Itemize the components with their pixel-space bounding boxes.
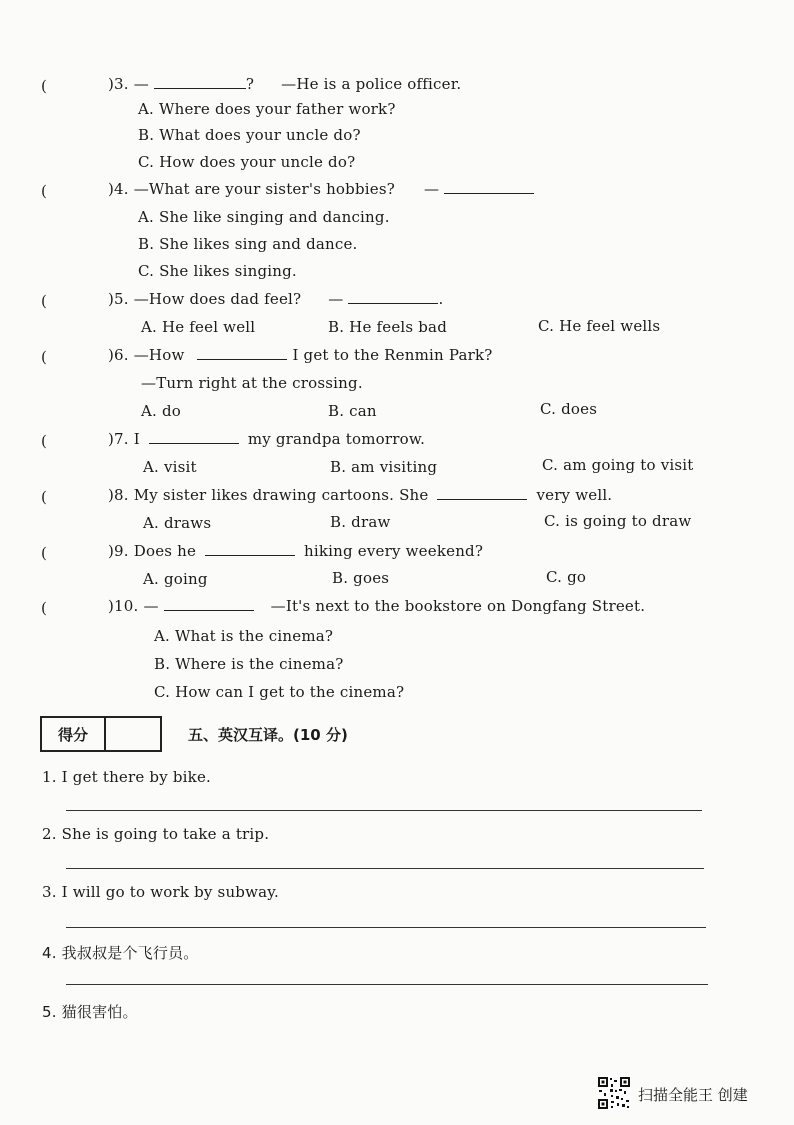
stem-part: . — [438, 290, 444, 308]
stem-part: —He is a police officer. — [281, 75, 462, 93]
option: B. draw — [330, 513, 391, 531]
stem-part: ? — [245, 75, 255, 93]
stem-part: Does he — [133, 542, 197, 560]
answer-line[interactable] — [66, 868, 704, 869]
question-number: )7. — [108, 430, 129, 448]
stem-part: — — [328, 290, 344, 308]
stem-part: very well. — [536, 486, 613, 504]
option: B. can — [328, 402, 377, 420]
question-number: )8. — [108, 486, 129, 504]
option: C. How does your uncle do? — [138, 153, 356, 171]
answer-blank[interactable] — [444, 192, 534, 194]
translation-item: 3. I will go to work by subway. — [42, 883, 279, 901]
option: C. does — [540, 400, 598, 418]
question-stem — [108, 346, 493, 364]
answer-line[interactable] — [66, 984, 708, 985]
answer-paren-open: ( — [41, 77, 47, 95]
question-stem — [108, 542, 483, 560]
option: A. visit — [143, 458, 197, 476]
translation-item: 2. She is going to take a trip. — [42, 825, 270, 843]
stem-part: —How does dad feel? — [133, 290, 302, 308]
option: A. What is the cinema? — [154, 627, 334, 645]
question-stem — [108, 486, 612, 504]
stem-part: — — [143, 597, 159, 615]
answer-blank[interactable] — [197, 358, 287, 360]
option: C. How can I get to the cinema? — [154, 683, 405, 701]
stem-part: — — [423, 180, 440, 198]
answer-blank[interactable] — [154, 87, 246, 89]
answer-line[interactable] — [66, 810, 702, 811]
stem-part: —How — [133, 346, 185, 364]
answer-paren-open: ( — [41, 432, 47, 450]
option: B. She likes sing and dance. — [138, 235, 358, 253]
answer-paren-open: ( — [41, 599, 47, 617]
option: A. do — [141, 402, 182, 420]
footer-watermark-text: 扫描全能王 创建 — [638, 1086, 748, 1104]
option: A. She like singing and dancing. — [138, 208, 390, 226]
option: A. draws — [143, 514, 212, 532]
answer-blank[interactable] — [164, 609, 254, 611]
stem-part: —What are your sister's hobbies? — [133, 180, 395, 198]
stem-line-2: —Turn right at the crossing. — [141, 374, 363, 392]
answer-paren-open: ( — [41, 544, 47, 562]
option: B. What does your uncle do? — [138, 126, 361, 144]
translation-item: 1. I get there by bike. — [42, 768, 212, 786]
question-number: )5. — [108, 290, 129, 308]
stem-part: — — [133, 75, 149, 93]
question-stem — [108, 430, 425, 448]
qr-code-icon — [597, 1076, 631, 1110]
translation-item: 5. 猫很害怕。 — [42, 1003, 138, 1021]
answer-blank[interactable] — [205, 554, 295, 556]
answer-blank[interactable] — [437, 498, 527, 500]
option: B. goes — [332, 569, 390, 587]
translation-item: 4. 我叔叔是个飞行员。 — [42, 944, 199, 962]
score-field[interactable] — [106, 718, 160, 750]
answer-paren-open: ( — [41, 292, 47, 310]
answer-paren-open: ( — [41, 182, 47, 200]
score-box — [40, 716, 162, 752]
option: C. He feel wells — [538, 317, 661, 335]
option: B. am visiting — [330, 458, 438, 476]
option: C. go — [546, 568, 587, 586]
answer-blank[interactable] — [149, 442, 239, 444]
score-label: 得分 — [42, 718, 106, 750]
stem-part: My sister likes drawing cartoons. She — [133, 486, 429, 504]
answer-paren-open: ( — [41, 348, 47, 366]
question-stem — [108, 75, 461, 93]
stem-part: —It's next to the bookstore on Dongfang Street. — [270, 597, 646, 615]
question-stem — [108, 290, 443, 308]
stem-part: my grandpa tomorrow. — [247, 430, 426, 448]
question-number: )3. — [108, 75, 129, 93]
option: B. He feels bad — [328, 318, 448, 336]
option: C. She likes singing. — [138, 262, 297, 280]
option: A. Where does your father work? — [138, 100, 396, 118]
question-stem — [108, 180, 534, 198]
question-number: )10. — [108, 597, 139, 615]
option: B. Where is the cinema? — [154, 655, 344, 673]
question-number: )4. — [108, 180, 129, 198]
question-number: )6. — [108, 346, 129, 364]
stem-part: I — [133, 430, 140, 448]
option: C. is going to draw — [544, 512, 692, 530]
stem-part: I get to the Renmin Park? — [292, 346, 493, 364]
question-number: )9. — [108, 542, 129, 560]
stem-part: hiking every weekend? — [304, 542, 484, 560]
question-stem — [108, 597, 645, 615]
option: A. going — [143, 570, 208, 588]
section-title: 五、英汉互译。(10 分) — [188, 726, 348, 744]
answer-paren-open: ( — [41, 488, 47, 506]
answer-blank[interactable] — [348, 302, 438, 304]
answer-line[interactable] — [66, 927, 706, 928]
option: A. He feel well — [141, 318, 256, 336]
option: C. am going to visit — [542, 456, 694, 474]
